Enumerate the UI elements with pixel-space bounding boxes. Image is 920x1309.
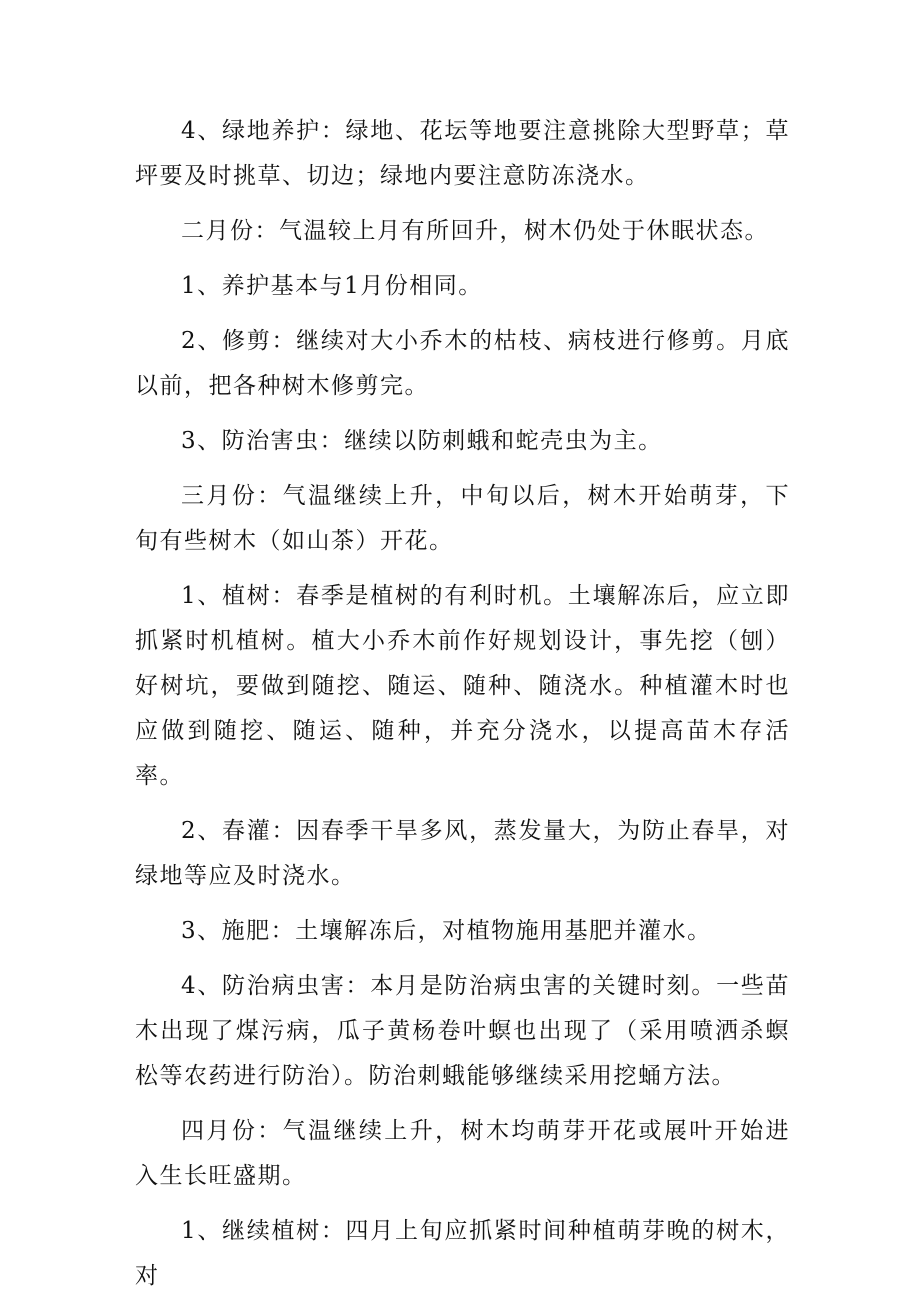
paragraph-march-planting: 1、植树：春季是植树的有利时机。土壤解冻后，应立即抓紧时机植树。植大小乔木前作好规划设计，事先挖（刨）好树坑，要做到随挖、随运、随种、随浇水。种植灌木时也应做到随挖、随运、随种，并充分浇水，以提高苗木存活率。 <box>135 583 790 789</box>
paragraph-greenbelt-maintenance: 4、绿地养护：绿地、花坛等地要注意挑除大型野草；草坪要及时挑草、切边；绿地内要注意防冻浇水。 <box>135 118 790 189</box>
paragraph-feb-pest-control: 3、防治害虫：继续以防刺蛾和蛇壳虫为主。 <box>181 428 663 454</box>
paragraph-feb-maintenance: 1、养护基本与1月份相同。 <box>181 273 483 299</box>
paragraph-feb-pruning: 2、修剪：继续对大小乔木的枯枝、病枝进行修剪。月底以前，把各种树木修剪完。 <box>135 328 790 399</box>
paragraph-march-fertilizing: 3、施肥：土壤解冻后，对植物施用基肥并灌水。 <box>181 918 712 944</box>
paragraph-march-disease-control: 4、防治病虫害：本月是防治病虫害的关键时刻。一些苗木出现了煤污病，瓜子黄杨卷叶螟也出现了（采用喷洒杀螟松等农药进行防治）。防治刺蛾能够继续采用挖蛹方法。 <box>135 973 790 1089</box>
paragraph-april-heading: 四月份：气温继续上升，树木均萌芽开花或展叶开始进入生长旺盛期。 <box>135 1118 790 1189</box>
paragraph-february-heading: 二月份：气温较上月有所回升，树木仍处于休眠状态。 <box>181 218 769 244</box>
paragraph-march-spring-irrigation: 2、春灌：因春季干旱多风，蒸发量大，为防止春旱，对绿地等应及时浇水。 <box>135 818 790 889</box>
document-body <box>135 109 790 1309</box>
paragraph-april-planting: 1、继续植树：四月上旬应抓紧时间种植萌芽晚的树木，对 <box>135 1218 790 1289</box>
paragraph-march-heading: 三月份：气温继续上升，中旬以后，树木开始萌芽，下旬有些树木（如山茶）开花。 <box>135 483 790 554</box>
